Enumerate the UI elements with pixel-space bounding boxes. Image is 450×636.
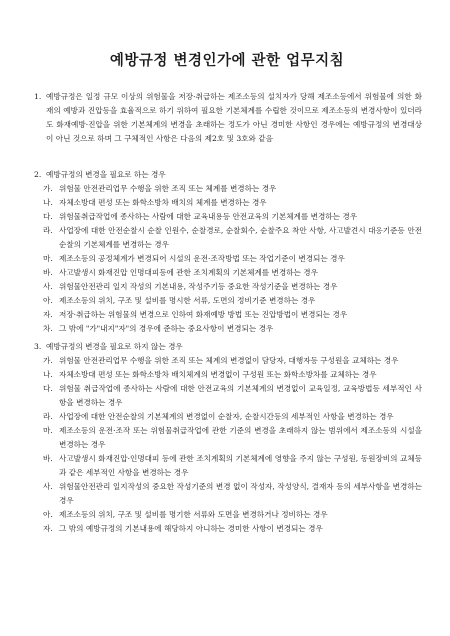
list-item — [34, 322, 422, 336]
list-item-marker: 바. — [43, 454, 53, 463]
list-item — [34, 210, 422, 224]
list-item-marker: 아. — [43, 296, 53, 305]
list-item-text: 사업장에 대한 안전순찰시 순찰 인원수, 순찰경로, 순찰회수, 순찰주요 착안 사항, 사고발견시 대응기준등 안전순찰의 기본체계를 변경하는 경우 — [59, 226, 422, 249]
list-item — [34, 452, 422, 480]
list-item-text: 그 밖에 "가"내지"자"의 경우에 준하는 중요사항이 변경되는 경우 — [59, 324, 274, 333]
list-item — [34, 182, 422, 196]
list-item-marker: 사. — [43, 482, 53, 491]
section-3 — [34, 340, 422, 536]
list-item-text: 사고발생시 화재진압 인명대피등에 관한 조치계획의 기본체계를 변경하는 경우 — [59, 268, 318, 277]
list-item-text: 제조소등의 공정체계가 변경되어 시설의 운전·조작방법 또는 작업기준이 변경되는 경우 — [59, 254, 345, 263]
list-item-text: 제조소등의 위치, 구조 및 설비를 명시한 서류, 도면의 정비기준 변경하는 경우 — [59, 296, 316, 305]
list-item-text: 제조소등의 운전·조작 또는 위험물취급작업에 관한 기준의 변경을 초래하지 않는 범위에서 제조소등의 시설을 변경하는 경우 — [59, 426, 422, 449]
list-item-marker: 마. — [43, 254, 53, 263]
section-1 — [34, 90, 422, 146]
list-item — [34, 266, 422, 280]
list-item-marker: 마. — [43, 426, 53, 435]
list-item-marker: 가. — [43, 184, 53, 193]
list-item-marker: 라. — [43, 412, 53, 421]
list-item-marker: 아. — [43, 510, 53, 519]
section-2-number: 2. — [34, 170, 42, 179]
list-item-marker: 사. — [43, 282, 53, 291]
list-item — [34, 480, 422, 508]
list-item — [34, 224, 422, 252]
list-item — [34, 354, 422, 368]
section-2-heading: 예방규정의 변경을 필요로 하는 경우 — [46, 170, 166, 179]
list-item-marker: 다. — [43, 212, 53, 221]
section-3-heading: 예방규정의 변경을 필요로 하지 않는 경우 — [46, 342, 183, 351]
list-item — [34, 368, 422, 382]
list-item — [34, 382, 422, 410]
list-item-text: 사고발생시 화재진압·인명대피 등에 관한 조치계획의 기본체계에 영향을 주지 않는 구성원, 동원장비의 교체등과 같은 세부적인 사항을 변경하는 경우 — [59, 454, 422, 477]
section-1-text: 예방규정은 일정 규모 이상의 위험물을 저장·취급하는 제조소등의 설치자가 당해 제조소등에서 위험물에 의한 화재의 예방과 진압등을 효율적으로 하기 위하여 필요한 기본체계를 수립한 것이므로 제조소등의 변경사항이 있더라도 화재예방·진압을 위한 기본체계의 변경을 초래하는 정도가 아닌 경미한 사항인 경우에는 예방규정의 변경대상이 아닌 것으로 하며 그 구체적인 사항은 다음의 제2호 및 3호와 같음 — [46, 92, 422, 143]
list-item-marker: 다. — [43, 384, 53, 393]
list-item — [34, 196, 422, 210]
list-item — [34, 508, 422, 522]
list-item-text: 자체소방대 편성 또는 화학소방차 배치체계의 변경없이 구성원 또는 화학소방차를 교체하는 경우 — [59, 370, 377, 379]
page-title: 예방규정 변경인가에 관한 업무지침 — [109, 52, 345, 69]
list-item — [34, 294, 422, 308]
list-item-text: 자체소방대 편성 또는 화학소방차 배치의 체계를 변경하는 경우 — [59, 198, 267, 207]
list-item-marker: 바. — [43, 268, 53, 277]
list-item — [34, 424, 422, 452]
list-item-marker: 가. — [43, 356, 53, 365]
list-item-marker: 나. — [43, 370, 53, 379]
list-item-marker: 나. — [43, 198, 53, 207]
section-3-number: 3. — [34, 342, 42, 351]
list-item — [34, 252, 422, 266]
list-item-text: 저장·취급하는 위험물의 변경으로 인하여 화재예방 방법 또는 진압방법이 변경되는 경우 — [59, 310, 348, 319]
list-item-text: 위험물취급작업에 종사하는 사람에 대한 교육내용등 안전교육의 기본체계를 변경하는 경우 — [59, 212, 358, 221]
list-item-marker: 자. — [43, 524, 53, 533]
list-item — [34, 410, 422, 424]
list-item-marker: 라. — [43, 226, 53, 235]
section-2 — [34, 168, 422, 336]
list-item-text: 사업장에 대한 안전순찰의 기본체계의 변경없이 순찰자, 순찰시간등의 세부적인 사항을 변경하는 경우 — [59, 412, 394, 421]
list-item-text: 위험물 취급작업에 종사하는 사람에 대한 안전교육의 기본체계의 변경없이 교육일정, 교육방법등 세부적인 사항을 변경하는 경우 — [59, 384, 422, 407]
list-item-text: 제조소등의 위치, 구조 및 설비를 명기한 서류와 도면을 변경하거나 정비하는 경우 — [59, 510, 328, 519]
list-item — [34, 308, 422, 322]
list-item-marker: 차. — [43, 324, 53, 333]
list-item — [34, 522, 422, 536]
section-3-list — [34, 354, 422, 536]
list-item-text: 그 밖의 예방규정의 기본내용에 해당하지 아니하는 경미한 사항이 변경되는 경우 — [59, 524, 323, 533]
list-item-text: 위험물안전관리 일지 작성의 기본내용, 작성주기등 중요한 작성기준을 변경하는 경우 — [59, 282, 338, 291]
section-2-list — [34, 182, 422, 336]
list-item-text: 위험물 안전관리업무 수행을 위한 조직 또는 체계를 변경하는 경우 — [59, 184, 277, 193]
list-item-text: 위험물안전관리 일지작성의 중요한 작성기준의 변경 없이 작성자, 작성양식, 결재자 등의 세부사항을 변경하는 경우 — [59, 482, 422, 505]
list-item — [34, 280, 422, 294]
list-item-marker: 자. — [43, 310, 53, 319]
section-1-number: 1. — [34, 92, 42, 101]
list-item-text: 위험물 안전관리업무 수행을 위한 조직 또는 체계의 변경없이 담당자, 대행자등 구성원을 교체하는 경우 — [59, 356, 399, 365]
